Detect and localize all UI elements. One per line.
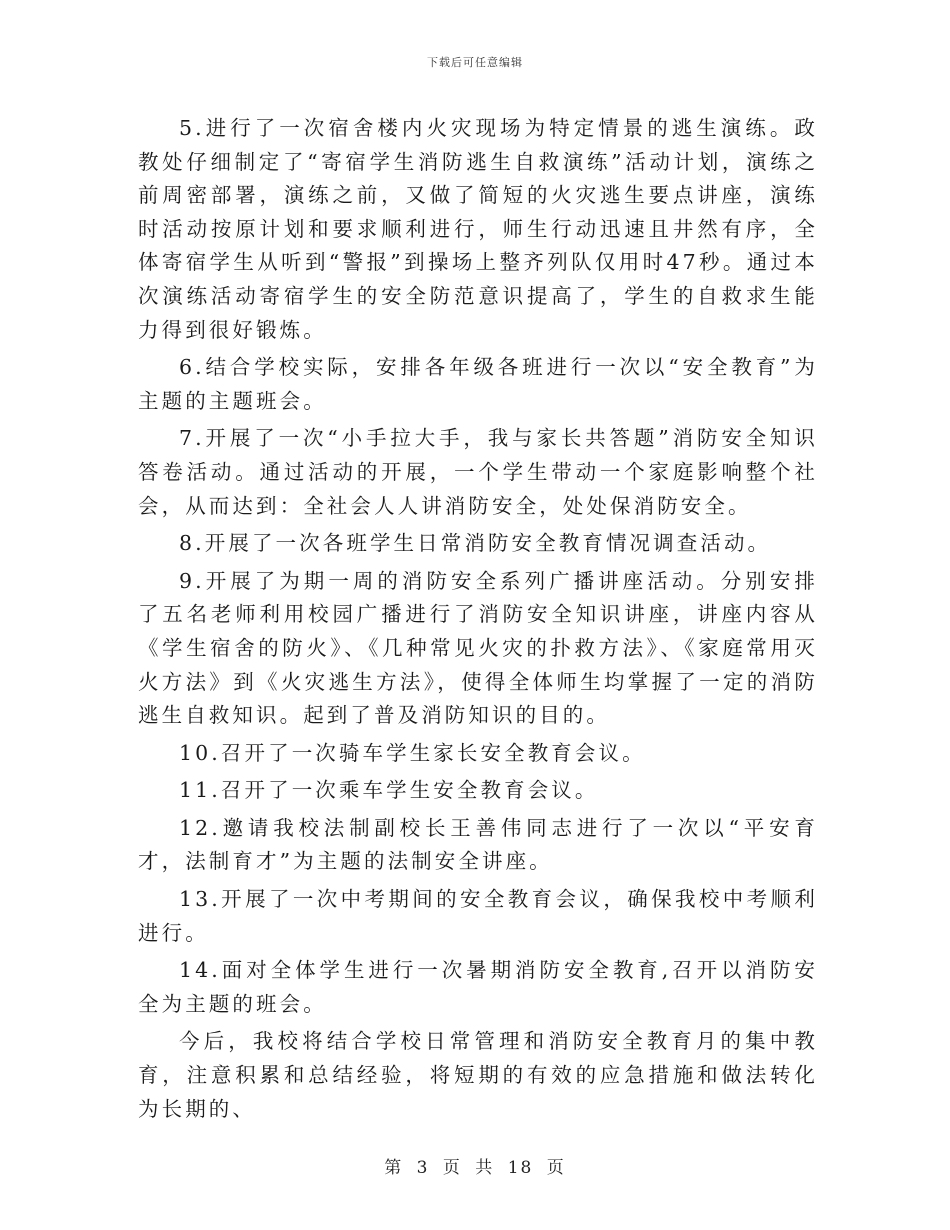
page-header: 下载后可任意编辑 — [427, 56, 523, 69]
paragraph-item-10: 10.召开了一次骑车学生家长安全教育会议。 — [179, 740, 646, 765]
document-body — [138, 112, 818, 1126]
paragraph-item-7: 7.开展了一次“小手拉大手，我与家长共答题”消防安全知识答卷活动。通过活动的开展，一个学生带动一个家庭影响整个社会，从而达到：全社会人人讲消防安全，处处保消防安全。 — [138, 426, 818, 518]
page-number-footer: 第 3 页 共 18 页 — [384, 1158, 566, 1178]
paragraph-item-14: 14.面对全体学生进行一次暑期消防安全教育,召开以消防安全为主题的班会。 — [138, 958, 818, 1016]
paragraph-item-13: 13.开展了一次中考期间的安全教育会议，确保我校中考顺利进行。 — [138, 887, 818, 945]
paragraph-item-5: 5.进行了一次宿舍楼内火灾现场为特定情景的逃生演练。政教处仔细制定了“寄宿学生消防逃生自救演练”活动计划，演练之前周密部署，演练之前，又做了简短的火灾逃生要点讲座，演练时活动按原计划和要求顺利进行，师生行动迅速且井然有序，全体寄宿学生从听到“警报”到操场上整齐列队仅用时47秒。通过本次演练活动寄宿学生的安全防范意识提高了，学生的自救求生能力得到很好锻炼。 — [138, 116, 818, 342]
paragraph-item-9: 9.开展了为期一周的消防安全系列广播讲座活动。分别安排了五名老师利用校园广播进行了消防安全知识讲座，讲座内容从《学生宿舍的防火》、《几种常见火灾的扑救方法》、《家庭常用灭火方法》到《火灾逃生方法》，使得全体师生均掌握了一定的消防逃生自救知识。起到了普及消防知识的目的。 — [138, 568, 818, 728]
paragraph-item-8: 8.开展了一次各班学生日常消防安全教育情况调查活动。 — [179, 531, 772, 556]
paragraph-item-11: 11.召开了一次乘车学生安全教育会议。 — [179, 778, 599, 803]
paragraph-item-6: 6.结合学校实际，安排各年级各班进行一次以“安全教育”为主题的主题班会。 — [138, 355, 818, 413]
paragraph-item-12: 12.邀请我校法制副校长王善伟同志进行了一次以“平安育才，法制育才”为主题的法制安全讲座。 — [138, 815, 818, 874]
paragraph-conclusion: 今后，我校将结合学校日常管理和消防安全教育月的集中教育，注意积累和总结经验，将短期的有效的应急措施和做法转化为长期的、 — [138, 1029, 818, 1121]
